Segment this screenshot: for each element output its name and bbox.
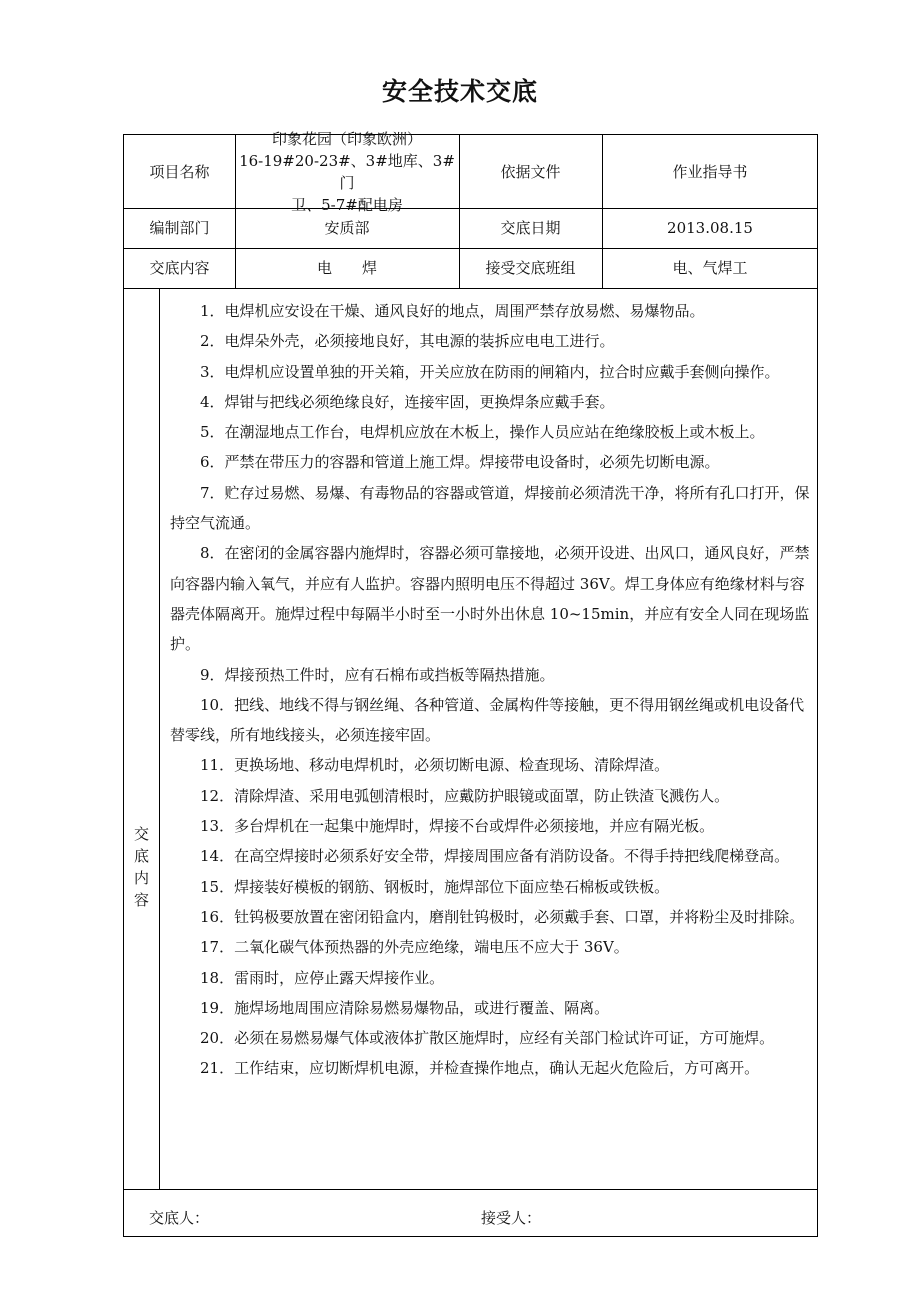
briefing-content-value: 电 焊 bbox=[316, 259, 377, 277]
column-divider bbox=[159, 288, 160, 1189]
safety-item: 10．把线、地线不得与钢丝绳、各种管道、金属构件等接触，更不得用钢丝绳或机电设备代替零线，所有地线接头，必须连接牢固。 bbox=[170, 695, 805, 745]
project-name-line: 卫、5-7#配电房 bbox=[291, 195, 403, 214]
briefing-table bbox=[123, 129, 818, 1237]
side-label-char: 容 bbox=[133, 891, 149, 909]
briefing-date-label: 交底日期 bbox=[500, 219, 561, 237]
receiving-team-value: 电、气焊工 bbox=[672, 259, 748, 277]
briefing-date-value: 2013.08.15 bbox=[667, 219, 753, 237]
content-side-label bbox=[124, 823, 159, 911]
safety-item: 18．雷雨时，应停止露天焊接作业。 bbox=[200, 968, 445, 987]
briefing-content-label: 交底内容 bbox=[149, 259, 210, 277]
document-title: 安全技术交底 bbox=[381, 77, 538, 106]
safety-item: 4．焊钳与把线必须绝缘良好，连接牢固，更换焊条应戴手套。 bbox=[200, 392, 615, 411]
department-label: 编制部门 bbox=[149, 219, 210, 237]
briefing-giver-label: 交底人： bbox=[149, 1209, 210, 1227]
basis-document-value: 作业指导书 bbox=[672, 162, 748, 181]
project-name-value bbox=[235, 129, 459, 214]
safety-item: 6．严禁在带压力的容器和管道上施工焊。焊接带电设备时，必须先切断电源。 bbox=[200, 453, 720, 472]
department-value: 安质部 bbox=[324, 219, 370, 237]
basis-document-label: 依据文件 bbox=[500, 162, 561, 181]
safety-item: 2．电焊朵外壳，必须接地良好，其电源的装拆应电电工进行。 bbox=[200, 332, 615, 351]
project-name-line: 印象花园（印象欧洲） bbox=[271, 129, 422, 148]
safety-items-list bbox=[170, 296, 818, 1084]
safety-item: 14．在高空焊接时必须系好安全带，焊接周围应备有消防设备。不得手持把线爬梯登高。 bbox=[200, 847, 790, 866]
side-label-char: 交 bbox=[133, 825, 149, 843]
safety-item: 19．施焊场地周围应清除易燃易爆物品，或进行覆盖、隔离。 bbox=[200, 998, 610, 1017]
project-name-label: 项目名称 bbox=[149, 162, 210, 181]
safety-item: 7．贮存过易燃、易爆、有毒物品的容器或管道，焊接前必须清洗干净，将所有孔口打开，保持空气流通。 bbox=[170, 483, 810, 533]
safety-item: 15．焊接装好模板的钢筋、钢板时，施焊部位下面应垫石棉板或铁板。 bbox=[200, 877, 670, 896]
safety-item: 20．必须在易燃易爆气体或液体扩散区施焊时，应经有关部门检试许可证，方可施焊。 bbox=[200, 1029, 775, 1048]
briefing-receiver-label: 接受人： bbox=[481, 1209, 542, 1227]
side-label-char: 底 bbox=[133, 847, 149, 865]
safety-item: 21．工作结束，应切断焊机电源，并检查操作地点，确认无起火危险后，方可离开。 bbox=[200, 1059, 760, 1078]
safety-item: 8．在密闭的金属容器内施焊时，容器必须可靠接地，必须开设进、出风口，通风良好，严禁向容器内输入氧气，并应有人监护。容器内照明电压不得超过 36V。焊工身体应有绝缘材料与容器壳体隔离开。施焊过程中每隔半小时至一小时外出休息 10~15min，并应有安全人同在现场监护。 bbox=[170, 544, 810, 654]
receiving-team-label: 接受交底班组 bbox=[485, 259, 576, 277]
side-label-char: 内 bbox=[133, 869, 149, 887]
safety-item: 1．电焊机应安设在干燥、通风良好的地点，周围严禁存放易燃、易爆物品。 bbox=[200, 302, 705, 320]
safety-item: 13．多台焊机在一起集中施焊时，焊接不台或焊件必须接地，并应有隔光板。 bbox=[200, 817, 715, 836]
safety-item: 3．电焊机应设置单独的开关箱，开关应放在防雨的闸箱内，拉合时应戴手套侧向操作。 bbox=[200, 362, 780, 381]
safety-item: 9．焊接预热工件时，应有石棉布或挡板等隔热措施。 bbox=[200, 665, 555, 684]
safety-item: 17．二氧化碳气体预热器的外壳应绝缘，端电压不应大于 36V。 bbox=[200, 938, 629, 957]
row-divider bbox=[124, 1189, 817, 1190]
project-name-line: 16-19#20-23#、3#地库、3#门 bbox=[239, 151, 455, 192]
safety-item: 11．更换场地、移动电焊机时，必须切断电源、检查现场、清除焊渣。 bbox=[200, 756, 670, 775]
row-divider bbox=[124, 288, 817, 289]
safety-item: 5．在潮湿地点工作台，电焊机应放在木板上，操作人员应站在绝缘胶板上或木板上。 bbox=[200, 423, 765, 442]
safety-item: 12．清除焊渣、采用电弧刨清根时，应戴防护眼镜或面罩，防止铁渣飞溅伤人。 bbox=[200, 786, 730, 805]
safety-item: 16．钍钨极要放置在密闭铅盒内，磨削钍钨极时，必须戴手套、口罩，并将粉尘及时排除。 bbox=[200, 907, 805, 926]
